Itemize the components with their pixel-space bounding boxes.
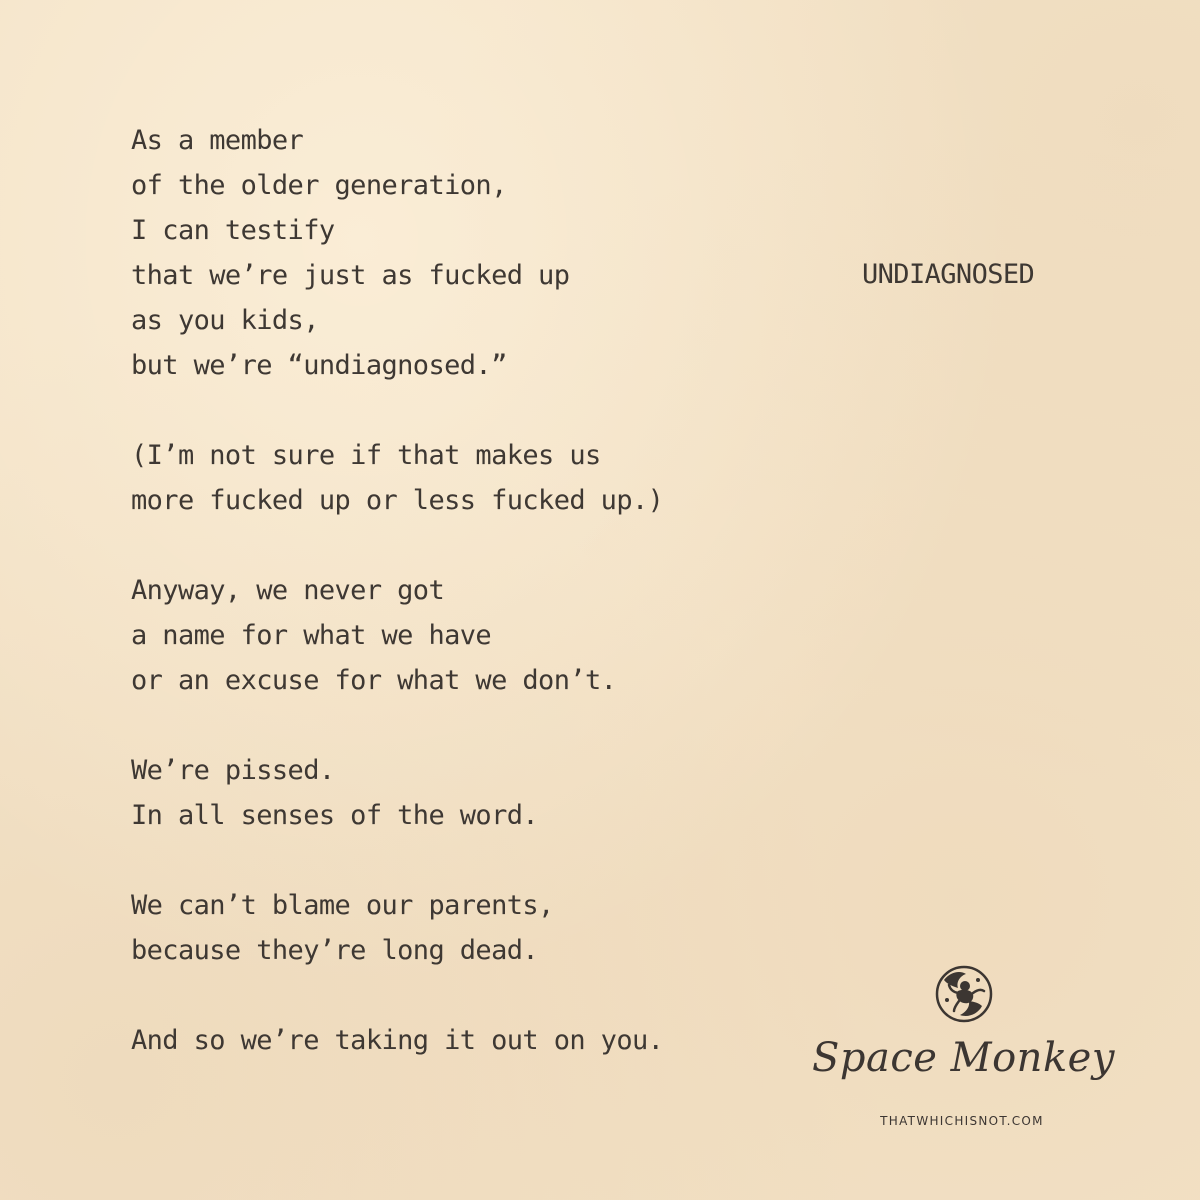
poem-line: Anyway, we never got [131, 575, 445, 606]
poem-line: And so we’re taking it out on you. [131, 1025, 664, 1056]
stanza-5 [131, 883, 791, 973]
poem-title: UNDIAGNOSED [862, 259, 1035, 290]
space-monkey-logo [812, 962, 1115, 1142]
poem-line: or an excuse for what we don’t. [131, 665, 617, 696]
logo-wordmark: Space Monkey [812, 1035, 1115, 1081]
poem-line: We can’t blame our parents, [131, 890, 554, 921]
poem-line: (I’m not sure if that makes us [131, 440, 601, 471]
poem-line: but we’re “undiagnosed.” [131, 350, 507, 381]
poem-line: of the older generation, [131, 170, 507, 201]
poem-line: a name for what we have [131, 620, 492, 651]
poem-line: more fucked up or less fucked up.) [131, 485, 664, 516]
stanza-2 [131, 433, 791, 523]
stanza-1 [131, 118, 791, 388]
logo-url: THATWHICHISNOT.COM [880, 1114, 1044, 1128]
poem-line: In all senses of the word. [131, 800, 539, 831]
poem-body [131, 118, 791, 1063]
poem-line: as you kids, [131, 305, 319, 336]
stanza-3 [131, 568, 791, 703]
stanza-6 [131, 1018, 791, 1063]
poem-line: As a member [131, 125, 304, 156]
poem-line: that we’re just as fucked up [131, 260, 570, 291]
poem-line: I can testify [131, 215, 335, 246]
poem-line: We’re pissed. [131, 755, 335, 786]
stanza-4 [131, 748, 791, 838]
poem-line: because they’re long dead. [131, 935, 539, 966]
monkey-yin-yang-icon [932, 962, 996, 1026]
